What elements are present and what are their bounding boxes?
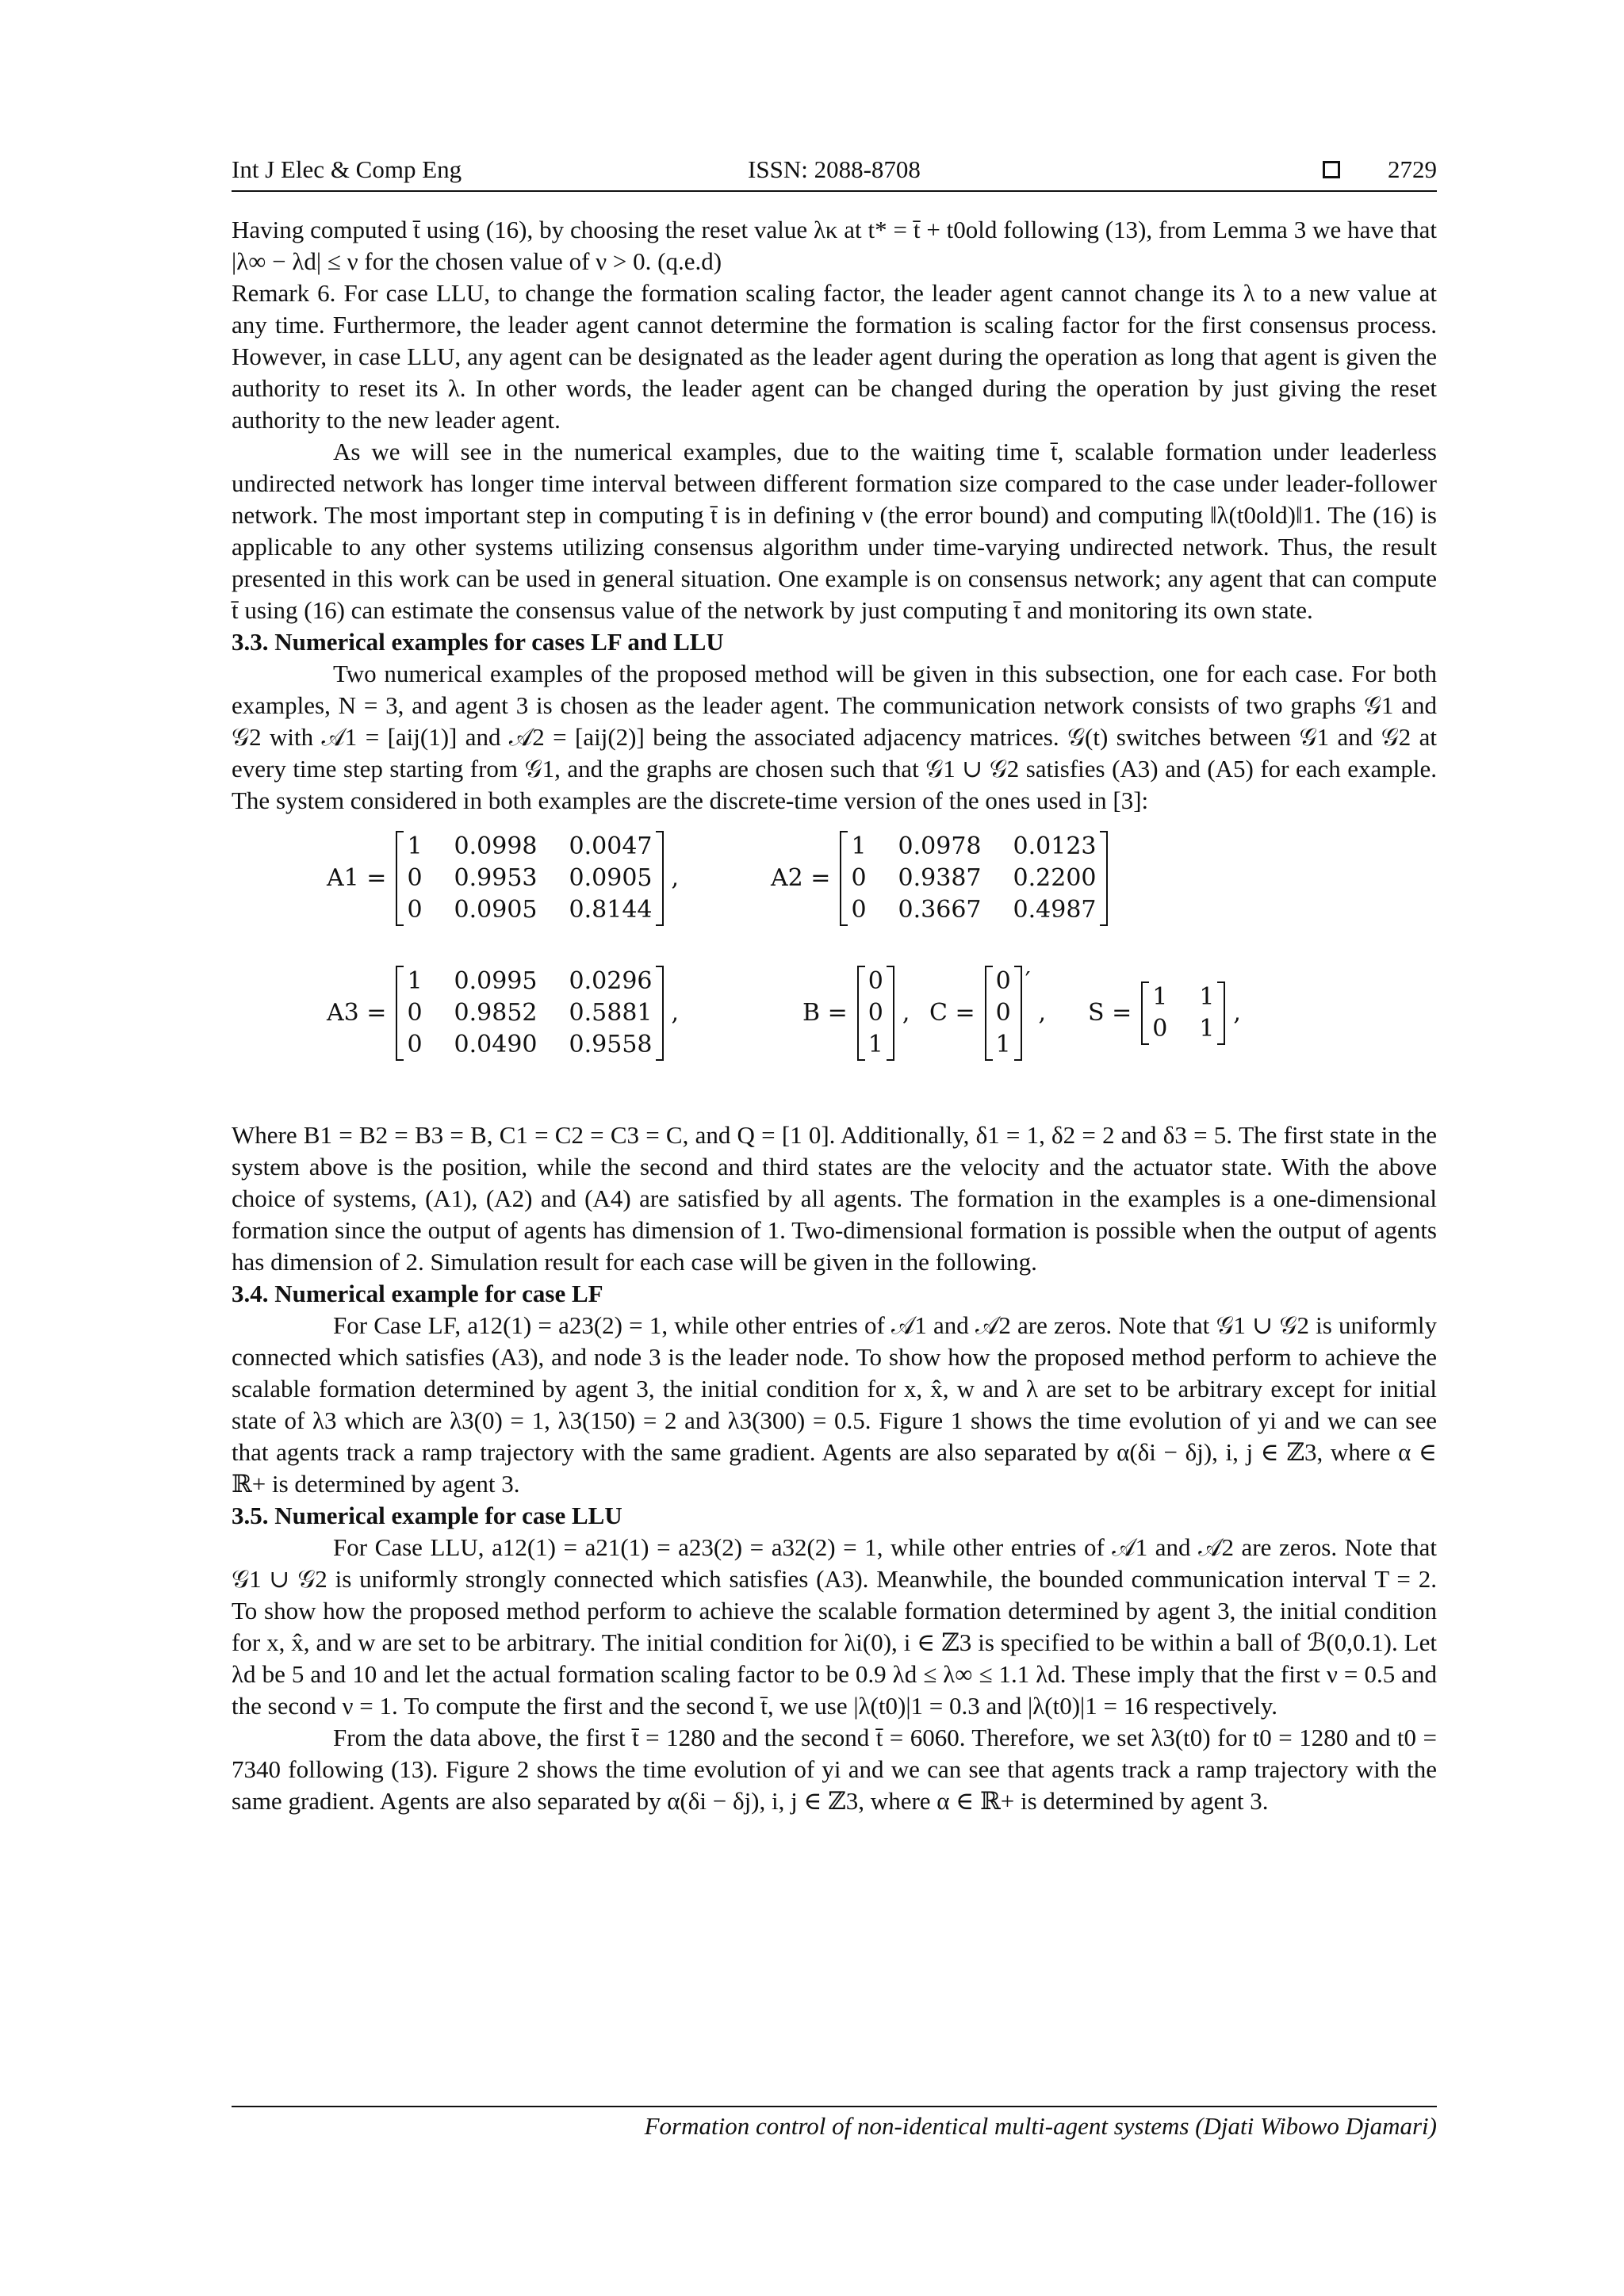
matrix-cells (865, 966, 887, 1061)
matrix-label: C = (929, 999, 975, 1027)
footer-rule (232, 2106, 1437, 2107)
matrix-cells (404, 966, 655, 1061)
matrix-cell: 0 (407, 896, 423, 924)
matrix-cell: 0 (868, 999, 883, 1027)
page-number-group (1323, 155, 1437, 184)
matrix-cell: 0.4987 (1013, 896, 1097, 924)
matrix-cell: 0.9953 (454, 864, 538, 892)
matrix-cell: 0 (868, 967, 883, 995)
separator: , (1038, 999, 1047, 1027)
paragraph: Two numerical examples of the proposed method will be given in this subsection, one for each case. For both examples, N = 3, and agent 3 is chosen as the leader agent. The communication network consists of two graphs 𝒢1 and 𝒢2 with 𝒜1 = [aij(1)] and 𝒜2 = [aij(2)] being the associated adjacency matrices. 𝒢(t) switches between 𝒢1 and 𝒢2 at every time step starting from 𝒢1, and the graphs are chosen such that 𝒢1 ∪ 𝒢2 satisfies (A3) and (A5) for each example. The system considered in both examples are the discrete-time version of the ones used in [3]: (232, 660, 1437, 814)
matrix-cell: 0.9387 (898, 864, 982, 892)
matrix-cell: 0.0998 (454, 832, 538, 860)
matrix-cell: 0 (995, 999, 1011, 1027)
matrix-A2 (771, 831, 1108, 926)
section-heading: 3.5. Numerical example for case LLU (232, 1502, 622, 1529)
matrix-cell: 0.9852 (454, 999, 538, 1027)
matrix-cell: 0.0123 (1013, 832, 1097, 860)
page-number: 2729 (1388, 155, 1437, 183)
paragraph: Where B1 = B2 = B3 = B, C1 = C2 = C3 = C, and Q = [1 0]. Additionally, δ1 = 1, δ2 = 2 and δ3 = 5. The first state in the system above is the position, while the second and third states are the velocity and the actuator state. With the above choice of systems, (A1), (A2) and (A4) are satisfied by all agents. The formation in the examples is a one-dimensional formation since the output of agents has dimension of 1. Two-dimensional formation is possible when the output of agents has dimension of 2. Simulation result for each case will be given in the following. (232, 1121, 1437, 1276)
matrix-cell: 1 (1199, 983, 1215, 1011)
matrix-A1 (327, 831, 679, 926)
matrix-cells (848, 831, 1099, 926)
matrix-cell: 0.0905 (569, 864, 653, 892)
matrix-cell: 0 (995, 967, 1011, 995)
paragraph: For Case LLU, a12(1) = a21(1) = a23(2) = a32(2) = 1, while other entries of 𝒜1 and 𝒜2 are zeros. Note that 𝒢1 ∪ 𝒢2 is uniformly strongly connected which satisfies (A3). Meanwhile, the bounded communication interval T = 2. To show how the proposed method perform to achieve the scalable formation determined by agent 3, the initial condition for x, x̂, and w are set to be arbitrary. The initial condition for λi(0), i ∈ ℤ3 is specified to be within a ball of ℬ(0,0.1). Let λd be 5 and 10 and let the actual formation scaling factor to be 0.9 λd ≤ λ∞ ≤ 1.1 λd. These imply that the first ν = 0.5 and the second ν = 1. To compute the first and the second t̄, we use |λ(t0)|1 = 0.3 and |λ(t0)|1 = 16 respectively. (232, 1533, 1437, 1720)
matrix-S (1088, 982, 1241, 1045)
matrix-cell: 1 (407, 967, 423, 995)
matrix-cell: 1 (1152, 983, 1168, 1011)
matrix-cell: 0.0978 (898, 832, 982, 860)
matrix-cell: 0.3667 (898, 896, 982, 924)
matrix-cell: 0 (1152, 1015, 1168, 1043)
issn: ISSN: 2088-8708 (748, 155, 921, 183)
matrix-cell: 1 (851, 832, 867, 860)
section-heading: 3.3. Numerical examples for cases LF and LLU (232, 628, 724, 656)
matrix-cell: 0 (851, 864, 867, 892)
matrix-B (802, 966, 910, 1061)
matrix-cells (1149, 982, 1217, 1045)
matrix-cell: 0.0047 (569, 832, 653, 860)
matrix-cells (993, 966, 1014, 1061)
matrix-label: A3 = (327, 999, 387, 1027)
separator: , (1233, 999, 1241, 1027)
matrix-cell: 0.2200 (1013, 864, 1097, 892)
separator: , (671, 864, 680, 892)
matrix-label: A1 = (327, 864, 387, 892)
header-rule (232, 190, 1437, 192)
matrix-cell: 0.5881 (569, 999, 653, 1027)
matrix-cell: 0 (851, 896, 867, 924)
paragraph: For Case LF, a12(1) = a23(2) = 1, while other entries of 𝒜1 and 𝒜2 are zeros. Note that 𝒢1 ∪ 𝒢2 is uniformly connected which satisfies (A3), and node 3 is the leader node. To show how the proposed method perform to achieve the scalable formation determined by agent 3, the initial condition for x, x̂, w and λ are set to be arbitrary except for initial state of λ3 which are λ3(0) = 1, λ3(150) = 2 and λ3(300) = 0.5. Figure 1 shows the time evolution of yi and we can see that agents track a ramp trajectory with the same gradient. Agents are also separated by α(δi − δj), i, j ∈ ℤ3, where α ∈ ℝ+ is determined by agent 3. (232, 1311, 1437, 1498)
matrix-block (232, 831, 1437, 1100)
matrix-A3 (327, 966, 679, 1061)
separator: , (671, 999, 680, 1027)
body-text (232, 214, 1437, 1817)
paragraph: As we will see in the numerical examples, due to the waiting time t̄, scalable formation under leaderless undirected network has longer time interval between different formation size compared to the case under leader-follower network. The most important step in computing t̄ is in defining ν (the error bound) and computing ‖λ(t0old)‖1. The (16) is applicable to any other systems utilizing consensus algorithm under time-varying undirected network. Thus, the result presented in this work can be used in general situation. One example is on consensus network; any agent that can compute t̄ using (16) can estimate the consensus value of the network by just computing t̄ and monitoring its own state. (232, 438, 1437, 624)
matrix-C (929, 966, 1046, 1061)
running-header (232, 155, 1437, 190)
paragraph: From the data above, the first t̄ = 1280 and the second t̄ = 6060. Therefore, we set λ3(t0) for t0 = 1280 and t0 = 7340 following (13). Figure 2 shows the time evolution of yi and we can see that agents track a ramp trajectory with the same gradient. Agents are also separated by α(δi − δj), i, j ∈ ℤ3, where α ∈ ℝ+ is determined by agent 3. (232, 1724, 1437, 1815)
matrix-cell: 0.0995 (454, 967, 538, 995)
section-heading: 3.4. Numerical example for case LF (232, 1280, 603, 1307)
matrix-cell: 0.0490 (454, 1031, 538, 1058)
paragraph: Remark 6. For case LLU, to change the formation scaling factor, the leader agent cannot change its λ to a new value at any time. Furthermore, the leader agent cannot determine the formation is scaling factor for the first consensus process. However, in case LLU, any agent can be designated as the leader agent during the operation as long that agent is given the authority to reset its λ. In other words, the leader agent can be changed during the operation by just giving the reset authority to the new leader agent. (232, 279, 1437, 434)
matrix-label: S = (1088, 999, 1132, 1027)
matrix-cells (404, 831, 655, 926)
matrix-cell: 0 (407, 1031, 423, 1058)
matrix-cell: 1 (868, 1031, 883, 1058)
transpose-mark: ′ (1025, 967, 1031, 995)
running-footer: Formation control of non-identical multi-agent systems (Djati Wibowo Djamari) (644, 2112, 1437, 2140)
matrix-cell: 1 (1199, 1015, 1215, 1043)
matrix-label: B = (802, 999, 848, 1027)
paragraph: Having computed t̄ using (16), by choosing the reset value λκ at t* = t̄ + t0old following (13), from Lemma 3 we have that |λ∞ − λd| ≤ ν for the chosen value of ν > 0. (q.e.d) (232, 216, 1437, 275)
matrix-cell: 0 (407, 999, 423, 1027)
journal-name: Int J Elec & Comp Eng (232, 155, 462, 183)
matrix-cell: 0.8144 (569, 896, 653, 924)
matrix-cell: 0.9558 (569, 1031, 653, 1058)
square-icon (1323, 161, 1340, 178)
matrix-cell: 0 (407, 864, 423, 892)
matrix-cell: 0.0296 (569, 967, 653, 995)
separator: , (902, 999, 910, 1027)
matrix-label: A2 = (771, 864, 831, 892)
matrix-cell: 1 (995, 1031, 1011, 1058)
matrix-cell: 0.0905 (454, 896, 538, 924)
matrix-cell: 1 (407, 832, 423, 860)
